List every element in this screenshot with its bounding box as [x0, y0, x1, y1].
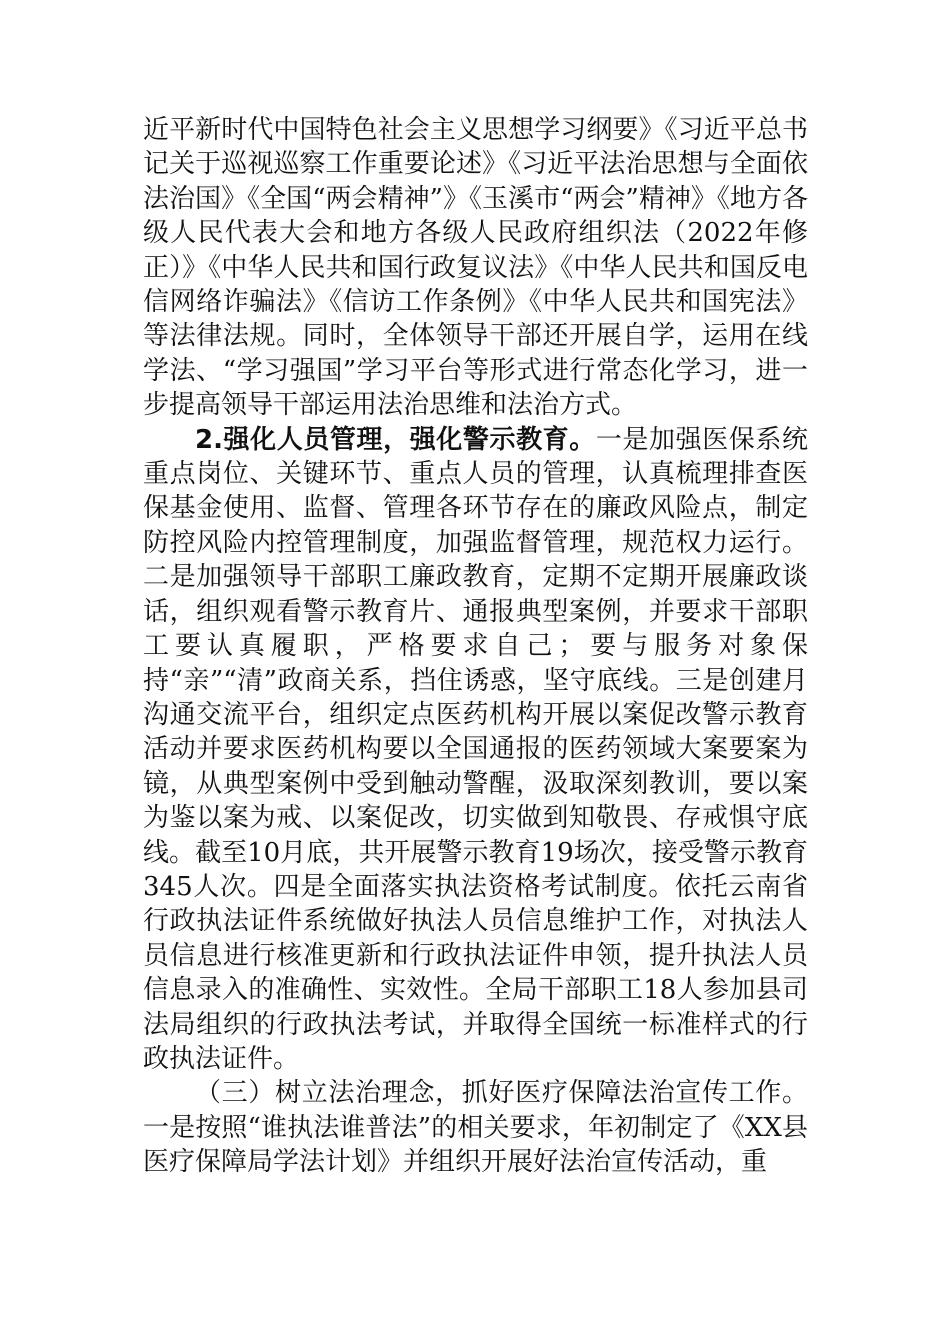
paragraph-legal-publicity: （三）树立法治理念，抓好医疗保障法治宣传工作。一是按照“谁执法谁普法”的相关要求，年初制定了《XX县医疗保障局学法计划》并组织开展好法治宣传活动，重 [143, 1078, 808, 1178]
document-body [143, 113, 808, 1180]
paragraph-study-list: 近平新时代中国特色社会主义思想学习纲要》《习近平总书记关于巡视巡察工作重要论述》《习近平法治思想与全面依法治国》《全国“两会精神”》《玉溪市“两会”精神》《地方各级人民代表大会和地方各级人民政府组织法（2022年修正）》《中华人民共和国行政复议法》《中华人民共和国反电信网络诈骗法》《信访工作条例》《中华人民共和国宪法》等法律法规。同时，全体领导干部还开展自学，运用在线学法、“学习强国”学习平台等形式进行常态化学习，进一步提高领导干部运用法治思维和法治方式。 [143, 115, 808, 421]
section-heading-personnel: 2.强化人员管理，强化警示教育。 [195, 424, 596, 455]
paragraph-personnel-management [143, 423, 808, 1077]
paragraph-personnel-body: 一是加强医保系统重点岗位、关键环节、重点人员的管理，认真梳理排查医保基金使用、监督、管理各环节存在的廉政风险点，制定防控风险内控管理制度，加强监督管理，规范权力运行。二是加强领导干部职工廉政教育，定期不定期开展廉政谈话，组织观看警示教育片、通报典型案例，并要求干部职工要认真履职，严格要求自己；要与服务对象保持“亲”“清”政商关系，挡住诱惑，坚守底线。三是创建月沟通交流平台，组织定点医药机构开展以案促改警示教育活动并要求医药机构要以全国通报的医药领域大案要案为镜，从典型案例中受到触动警醒，汲取深刻教训，要以案为鉴以案为戒、以案促改，切实做到知敬畏、存戒惧守底线。截至10月底，共开展警示教育19场次，接受警示教育345人次。四是全面落实执法资格考试制度。依托云南省行政执法证件系统做好执法人员信息维护工作，对执法人员信息进行核准更新和行政执法证件申领，提升执法人员信息录入的准确性、实效性。全局干部职工18人参加县司法局组织的行政执法考试，并取得全国统一标准样式的行政执法证件。 [143, 424, 808, 1074]
